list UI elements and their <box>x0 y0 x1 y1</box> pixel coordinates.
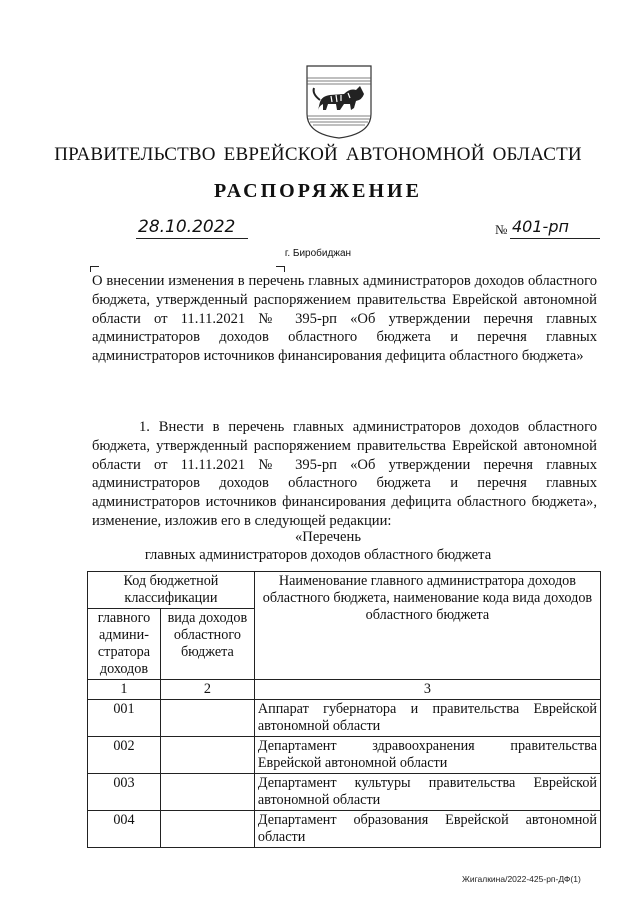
row-code: 004 <box>88 811 161 848</box>
row-type <box>160 737 254 774</box>
header-type: вида доходов областного бюджета <box>160 609 254 680</box>
header-admin: главного админи-стратора доходов <box>88 609 161 680</box>
row-type <box>160 700 254 737</box>
table-number-row <box>88 680 601 700</box>
column-number-3: 3 <box>254 680 600 700</box>
column-number-2: 2 <box>160 680 254 700</box>
administrators-table <box>87 571 601 848</box>
header-code: Код бюджетной классификации <box>88 572 255 609</box>
list-title-1: «Перечень <box>294 529 361 545</box>
table-row <box>88 774 601 811</box>
row-type <box>160 811 254 848</box>
document-date: 28.10.2022 <box>136 216 248 239</box>
list-title-2: главных администраторов доходов областного бюджета <box>144 547 492 563</box>
document-number: 401-рп <box>510 216 600 239</box>
row-code: 002 <box>88 737 161 774</box>
column-number-1: 1 <box>88 680 161 700</box>
row-type <box>160 774 254 811</box>
document-subject: О внесении изменения в перечень главных администраторов доходов областного бюджета, утвержденный распоряжением правительства Еврейской автономной области от 11.11.2021 № 395-рп «Об утверждении перечня главных администраторов доходов областного бюджета и перечня главных администраторов источников финансирования дефицита областного бюджета» <box>92 273 597 365</box>
table-row <box>88 811 601 848</box>
table-header-row <box>88 572 601 609</box>
coat-of-arms-icon <box>304 64 374 140</box>
row-name: Департамент культуры правительства Еврейской автономной области <box>254 774 600 811</box>
document-type: РАСПОРЯЖЕНИЕ <box>214 180 422 202</box>
row-code: 003 <box>88 774 161 811</box>
table-row <box>88 700 601 737</box>
row-name: Департамент образования Еврейской автономной области <box>254 811 600 848</box>
row-name: Аппарат губернатора и правительства Еврейской автономной области <box>254 700 600 737</box>
government-title: ПРАВИТЕЛЬСТВО ЕВРЕЙСКОЙ АВТОНОМНОЙ ОБЛАСТИ <box>54 144 582 165</box>
row-name: Департамент здравоохранения правительства Еврейской автономной области <box>254 737 600 774</box>
table-row <box>88 737 601 774</box>
row-code: 001 <box>88 700 161 737</box>
list-heading <box>0 528 636 564</box>
city: г. Биробиджан <box>284 248 352 259</box>
paragraph-1: 1. Внести в перечень главных администраторов доходов областного бюджета, утвержденный распоряжением правительства Еврейской автономной области от 11.11.2021 № 395-рп «Об утверждении перечня главных администраторов доходов областного бюджета и перечня главных администраторов источников финансирования дефицита областного бюджета», изменение, изложив его в следующей редакции: <box>92 419 597 529</box>
number-sign: № <box>495 222 508 237</box>
document-footer: Жигалкина/2022-425-рп-ДФ(1) <box>462 874 581 884</box>
header-name: Наименование главного администратора доходов областного бюджета, наименование кода вида доходов областного бюджета <box>254 572 600 680</box>
